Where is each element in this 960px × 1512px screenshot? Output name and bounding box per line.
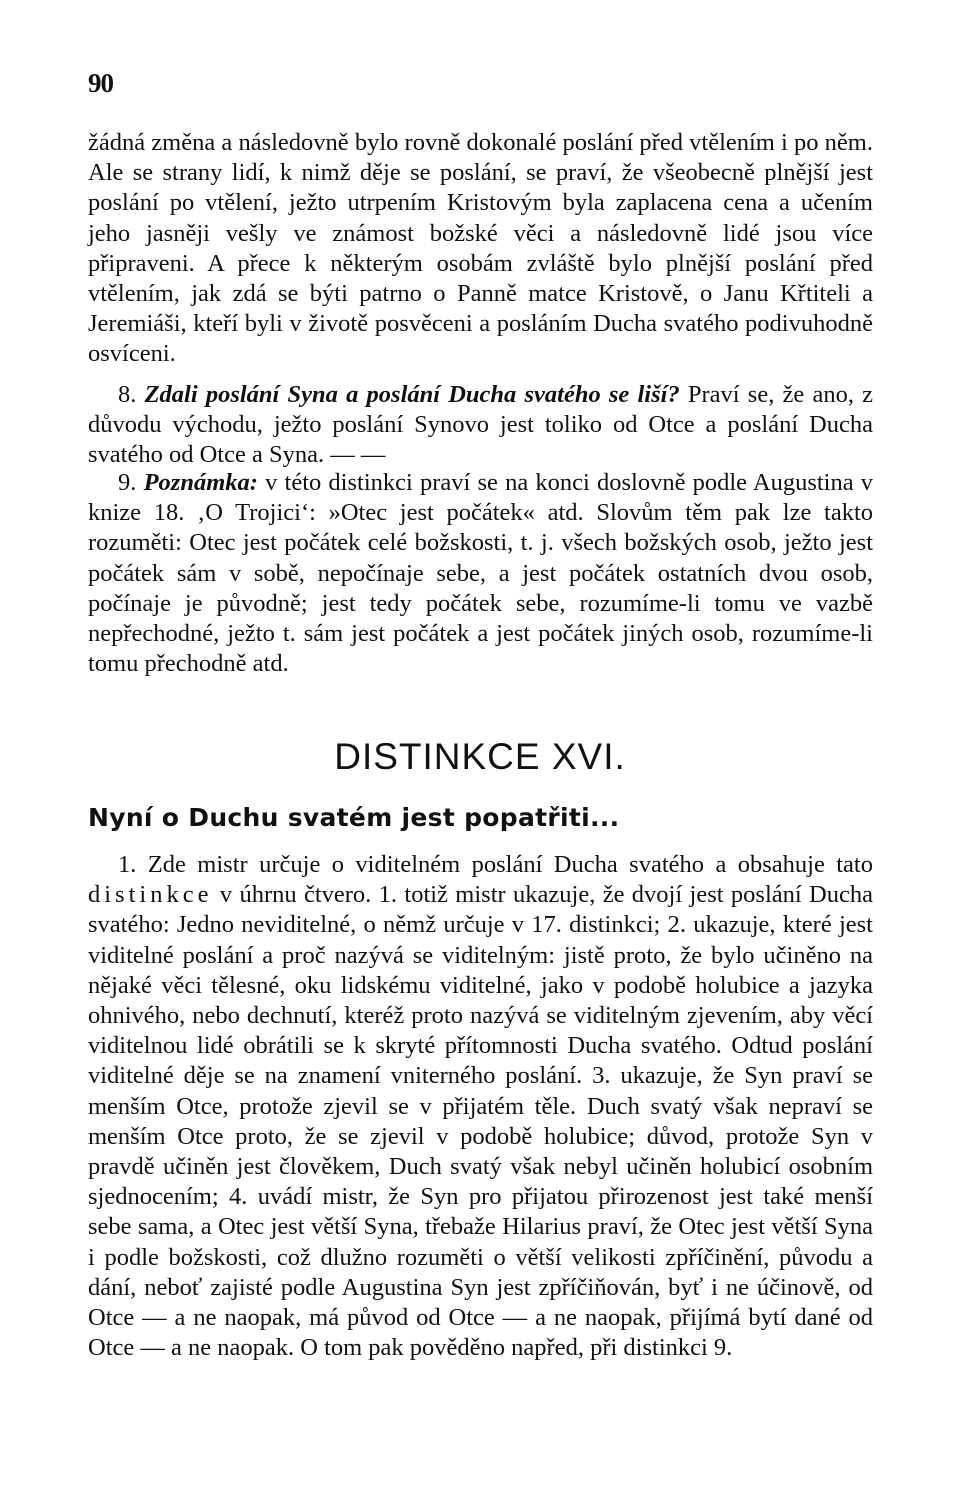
body-paragraph-continued (88, 128, 873, 370)
paragraph-text: žádná změna a následovně bylo rovně dokonalé poslání před vtělením i po něm. Ale se strany lidí, k nimž děje se poslání, se praví, že všeobecně plnější jest poslání po vtělení, ježto utrpením Kristovým byla zaplacena cena a učením jeho jasněji vešly ve známost božské věci a následovně lidé jsou více připraveni. A přece k některým osobám zvláště bylo plnější poslání před vtělením, jak zdá se býti patrno o Panně matce Kristově, o Janu Křtiteli a Jeremiáši, kteří byli v životě posvěceni a posláním Ducha svatého podivuhodně osvíceni. (88, 129, 873, 368)
distinction-text-part1: 1. Zde mistr určuje o viditelném poslání Ducha svatého a obsahuje tato (118, 851, 873, 878)
section-9-title: Poznámka: (143, 469, 258, 496)
chapter-subheading: Nyní o Duchu svatém jest popatřiti... (88, 803, 620, 832)
section-8-text: Praví se, že ano, z důvodu východu, ježto poslání Synovo jest toliko od Otce a poslání Ducha svatého od Otce a Syna. — — (88, 381, 874, 469)
section-8 (88, 380, 873, 471)
chapter-heading: DISTINKCE XVI. (334, 736, 626, 777)
section-8-paragraph (88, 380, 873, 471)
distinction-spaced-word: distinkce (88, 881, 213, 909)
distinction-text-part2: v úhrnu čtvero. 1. totiž mistr ukazuje, že dvojí jest poslání Ducha svatého: Jedno neviditelné, o němž určuje v 17. distinkci; 2. ukazuje, které jest viditelné poslání a proč nazývá se viditelným: jistě proto, že bylo učiněno na nějaké věci tělesné, oku lidskému viditelné, jako v podobě holubice a jazyka ohnivého, nebo dechnutí, kteréž proto nazývá se viditelným zjevením, aby věcí viditelnou lidé obrátili se k skryté přítomnosti Ducha svatého. Odtud poslání viditelné děje se na znamení vniterného poslání. 3. ukazuje, že Syn praví se menším Otce, protože zjevil se v přijatém těle. Duch svatý však nepraví se menším Otce proto, že se zjevil v podobě holubice; důvod, protože Syn v pravdě učiněn jest člověkem, Duch svatý však nebyl učiněn holubicí osobním sjednocením; 4. uvádí mistr, že Syn pro přijatou přirozenost jest také menší sebe sama, a Otec jest větší Syna, třebaže Hilarius praví, že Otec jest větší Syna i podle božskosti, což dlužno rozuměti o větší velikosti zpříčinění, původu a dání, neboť zajisté podle Augustina Syn jest zpříčiňován, byť i ne účinově, od Otce — a ne naopak, má původ od Otce — a ne naopak, přijímá bytí dané od Otce — a ne naopak. O tom pak pověděno napřed, při distinkci 9. (88, 881, 873, 1362)
section-9 (88, 468, 873, 679)
section-8-number: 8. (118, 381, 137, 408)
section-8-title: Zdali poslání Syna a poslání Ducha svatého se liší? (144, 381, 680, 408)
distinction-paragraph-text (88, 850, 873, 1363)
distinction-paragraph (88, 850, 873, 1363)
section-9-text: v této distinkci praví se na konci doslovně podle Augustina v knize 18. ‚O Trojici‘: »Otec jest počátek« atd. Slovům těm pak lze takto rozuměti: Otec jest počátek celé božskosti, t. j. všech božských osob, ježto jest počátek sám v sobě, nepočínaje sebe, a jest počátek ostatních dvou osob, počínaje je původně; jest tedy počátek sebe, rozumíme-li tomu ve vazbě nepřechodné, ježto t. sám jest počátek a jest počátek jiných osob, rozumíme-li tomu přechodně atd. (88, 469, 874, 678)
page-number: 90 (88, 68, 113, 98)
section-9-number: 9. (118, 469, 137, 496)
section-9-paragraph (88, 468, 873, 679)
